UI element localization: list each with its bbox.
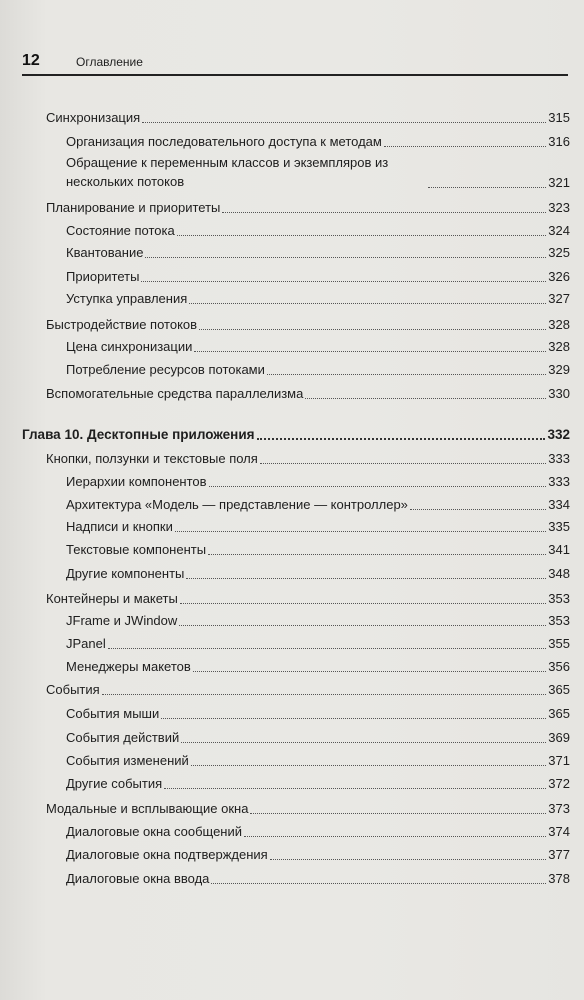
page-number: 12 — [22, 52, 40, 69]
toc-subsection-entry — [66, 542, 570, 558]
toc-subsection-entry — [66, 153, 570, 191]
toc-subsection-entry — [66, 824, 570, 840]
toc-subsection-entry — [66, 362, 570, 378]
toc-chapter-entry — [22, 427, 570, 443]
toc-leader-dots — [177, 235, 546, 236]
toc-leader-dots — [244, 836, 546, 837]
toc-entry-title: JFrame и JWindow — [66, 613, 178, 628]
toc-entry-page: 365 — [548, 682, 570, 697]
toc-entry-page: 355 — [548, 636, 570, 651]
toc-subsection-entry — [66, 871, 570, 887]
toc-entry-title: Иерархии компонентов — [66, 474, 207, 489]
toc-entry-page: 321 — [548, 175, 570, 190]
toc-entry-page: 348 — [548, 566, 570, 581]
toc-entry-page: 333 — [548, 451, 570, 466]
toc-leader-dots — [145, 257, 546, 258]
toc-entry-page: 324 — [548, 223, 570, 238]
toc-section-entry — [46, 682, 570, 698]
toc-entry-title: Вспомогательные средства параллелизма — [46, 386, 304, 401]
toc-entry-title: Организация последовательного доступа к методам — [66, 134, 382, 149]
toc-entry-title: Диалоговые окна сообщений — [66, 824, 243, 839]
toc-leader-dots — [193, 671, 546, 672]
toc-leader-dots — [270, 859, 546, 860]
toc-leader-dots — [179, 625, 546, 626]
toc-subsection-entry — [66, 636, 570, 652]
toc-section-entry — [46, 386, 570, 402]
toc-leader-dots — [257, 438, 546, 440]
running-head: Оглавление — [76, 55, 143, 69]
toc-leader-dots — [410, 509, 546, 510]
toc-leader-dots — [142, 122, 546, 123]
toc-subsection-entry — [66, 519, 570, 535]
toc-leader-dots — [191, 765, 546, 766]
toc-leader-dots — [189, 303, 546, 304]
toc-subsection-entry — [66, 474, 570, 490]
toc-entry-title: Приоритеты — [66, 269, 140, 284]
toc-subsection-entry — [66, 659, 570, 675]
toc-entry-page: 353 — [548, 613, 570, 628]
toc-subsection-entry — [66, 753, 570, 769]
toc-entry-page: 373 — [548, 801, 570, 816]
toc-leader-dots — [250, 813, 546, 814]
toc-entry-page: 334 — [548, 497, 570, 512]
toc-entry-title: События действий — [66, 730, 180, 745]
toc-entry-page: 315 — [548, 110, 570, 125]
toc-entry-title: Кнопки, ползунки и текстовые поля — [46, 451, 258, 466]
toc-entry-title: Обращение к переменным классов и экземпляров из нескольких потоков — [66, 155, 389, 189]
toc-entry-title: Быстродействие потоков — [46, 317, 198, 332]
toc-section-entry — [46, 317, 570, 333]
toc-subsection-entry — [66, 566, 570, 582]
toc-entry-title: События изменений — [66, 753, 189, 768]
toc-subsection-entry — [66, 134, 570, 150]
toc-entry-page: 323 — [548, 200, 570, 215]
toc-entry-title: Диалоговые окна подтверждения — [66, 847, 268, 862]
toc-entry-title: Контейнеры и макеты — [46, 591, 178, 606]
toc-entry-page: 356 — [548, 659, 570, 674]
page-header — [22, 52, 568, 76]
toc-leader-dots — [267, 374, 546, 375]
toc-entry-title: Потребление ресурсов потоками — [66, 362, 265, 377]
toc-subsection-entry — [66, 497, 570, 513]
toc-entry-page: 333 — [548, 474, 570, 489]
toc-entry-title: Текстовые компоненты — [66, 542, 207, 557]
toc-leader-dots — [175, 531, 546, 532]
toc-section-entry — [46, 451, 570, 467]
toc-entry-page: 329 — [548, 362, 570, 377]
toc-entry-page: 372 — [548, 776, 570, 791]
toc-entry-page: 369 — [548, 730, 570, 745]
toc-subsection-entry — [66, 613, 570, 629]
toc-entry-title: Архитектура «Модель — представление — контроллер» — [66, 497, 408, 512]
toc-entry-page: 378 — [548, 871, 570, 886]
toc-entry-title: Планирование и приоритеты — [46, 200, 221, 215]
toc-entry-page: 330 — [548, 386, 570, 401]
toc-leader-dots — [199, 329, 546, 330]
toc-entry-page: 371 — [548, 753, 570, 768]
toc-leader-dots — [186, 578, 546, 579]
toc-leader-dots — [164, 788, 546, 789]
toc-entry-title: События мыши — [66, 706, 160, 721]
toc-entry-title: Надписи и кнопки — [66, 519, 173, 534]
toc-entry-title: Менеджеры макетов — [66, 659, 191, 674]
toc-subsection-entry — [66, 730, 570, 746]
toc-entry-page: 326 — [548, 269, 570, 284]
toc-entry-title: Квантование — [66, 245, 144, 260]
toc-entry-title: Глава 10. Десктопные приложения — [22, 427, 255, 442]
toc-leader-dots — [211, 883, 546, 884]
toc-entry-page: 374 — [548, 824, 570, 839]
toc-entry-page: 335 — [548, 519, 570, 534]
toc-subsection-entry — [66, 847, 570, 863]
toc-leader-dots — [222, 212, 546, 213]
toc-leader-dots — [108, 648, 546, 649]
toc-entry-page: 353 — [548, 591, 570, 606]
toc-leader-dots — [305, 398, 546, 399]
toc-entry-title: Цена синхронизации — [66, 339, 193, 354]
toc-entry-title: Диалоговые окна ввода — [66, 871, 210, 886]
toc-leader-dots — [180, 603, 546, 604]
toc-subsection-entry — [66, 269, 570, 285]
toc-entry-page: 377 — [548, 847, 570, 862]
toc-subsection-entry — [66, 245, 570, 261]
toc-entry-page: 365 — [548, 706, 570, 721]
toc-entry-page: 328 — [548, 339, 570, 354]
toc-entry-title: Модальные и всплывающие окна — [46, 801, 249, 816]
toc-entry-title: Другие события — [66, 776, 163, 791]
toc-subsection-entry — [66, 291, 570, 307]
toc-leader-dots — [141, 281, 546, 282]
toc-entry-page: 327 — [548, 291, 570, 306]
toc-entry-title: Синхронизация — [46, 110, 141, 125]
toc-entry-page: 332 — [547, 427, 570, 442]
toc-section-entry — [46, 591, 570, 607]
toc-section-entry — [46, 110, 570, 126]
toc-entry-page: 325 — [548, 245, 570, 260]
toc-entry-title: Другие компоненты — [66, 566, 185, 581]
toc-entry-page: 316 — [548, 134, 570, 149]
toc-leader-dots — [260, 463, 546, 464]
toc-section-entry — [46, 801, 570, 817]
toc-subsection-entry — [66, 223, 570, 239]
toc-subsection-entry — [66, 706, 570, 722]
toc-leader-dots — [194, 351, 546, 352]
toc-leader-dots — [208, 554, 546, 555]
toc-leader-dots — [102, 694, 546, 695]
toc-entry-title: Уступка управления — [66, 291, 188, 306]
toc-entry-title: События — [46, 682, 100, 697]
toc-subsection-entry — [66, 776, 570, 792]
toc-entry-page: 341 — [548, 542, 570, 557]
toc-section-entry — [46, 200, 570, 216]
toc-entry-title: Состояние потока — [66, 223, 175, 238]
toc-subsection-entry — [66, 339, 570, 355]
toc-leader-dots — [384, 146, 546, 147]
toc-leader-dots — [428, 187, 546, 188]
toc-leader-dots — [181, 742, 546, 743]
toc-leader-dots — [161, 718, 546, 719]
toc-entry-title: JPanel — [66, 636, 106, 651]
toc-entry-page: 328 — [548, 317, 570, 332]
toc-leader-dots — [209, 486, 546, 487]
